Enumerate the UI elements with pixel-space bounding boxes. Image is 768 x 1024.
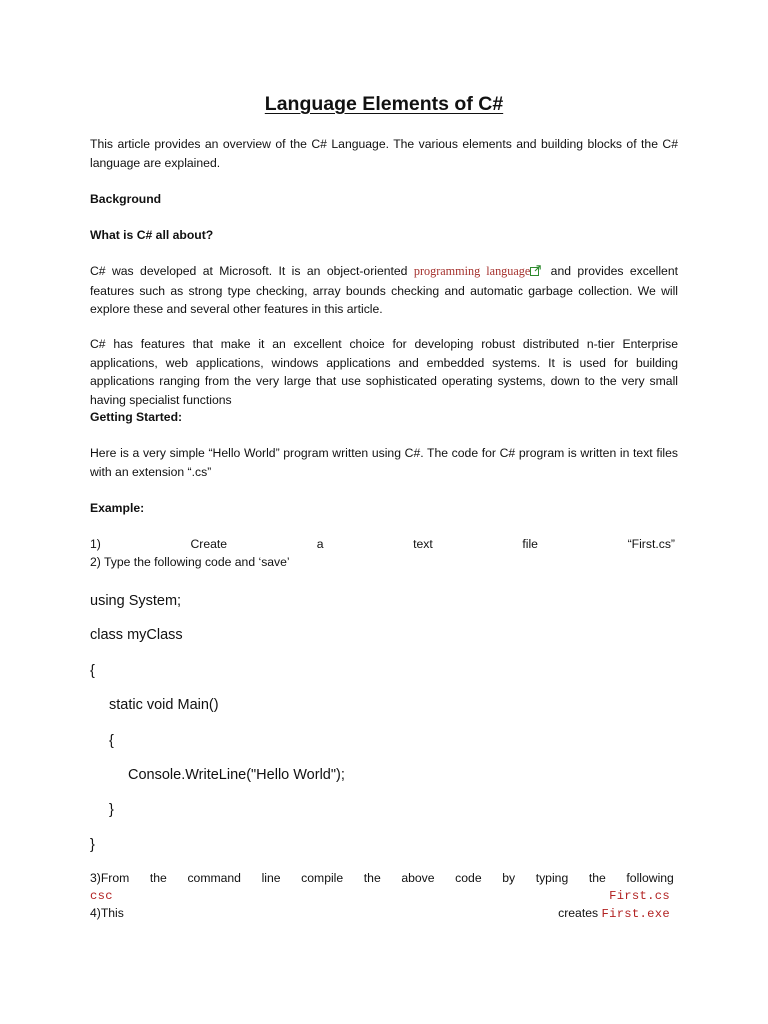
step-4-line xyxy=(90,904,670,923)
step-3-word: 3)From xyxy=(90,871,130,885)
code-line: } xyxy=(90,837,95,853)
step-1-word: “First.cs” xyxy=(627,537,675,551)
step-4-creates-text: creates xyxy=(558,906,599,920)
source-filename: First.cs xyxy=(609,889,670,903)
step-3-word: line xyxy=(261,871,281,885)
code-line: } xyxy=(109,802,114,818)
heading-example: Example: xyxy=(90,501,145,515)
step-3-word: following xyxy=(626,871,674,885)
paragraph-about-text-start: C# was developed at Microsoft. It is an object-oriented xyxy=(90,264,414,278)
step-4-result xyxy=(558,904,670,923)
step-3-word: the xyxy=(588,871,606,885)
document-title: Language Elements of C# xyxy=(264,93,504,115)
heading-what-is-csharp: What is C# all about? xyxy=(90,228,214,242)
paragraph-features: C# has features that make it an excellent choice for developing robust distributed n-tier Enterprise applications, web applications, windows applications and embedded systems. It is used for building applications ranging from the very large that use sophisticated operating systems, down to the very small having specialist functions xyxy=(90,337,678,407)
paragraph-about-text-end: and provides excellent features such as strong type checking, array bounds checking and automatic garbage collection. We will explore these and several other features in this article. xyxy=(90,264,678,316)
step-1-word: file xyxy=(522,537,538,551)
step-3-word: the xyxy=(363,871,381,885)
external-link-icon[interactable] xyxy=(530,263,541,282)
step-3-word: command xyxy=(187,871,241,885)
step-3-line xyxy=(90,869,674,887)
code-line: Console.WriteLine("Hello World"); xyxy=(128,767,345,783)
output-filename: First.exe xyxy=(601,907,670,921)
heading-getting-started: Getting Started: xyxy=(90,410,183,424)
step-3-word: code xyxy=(455,871,482,885)
step-3-word: by xyxy=(502,871,516,885)
step-1-line xyxy=(90,535,675,553)
code-line: static void Main() xyxy=(109,697,219,713)
step-1-word: text xyxy=(413,537,433,551)
code-line: { xyxy=(109,733,114,749)
code-line: class myClass xyxy=(90,627,183,643)
code-line: using System; xyxy=(90,593,182,609)
code-line: { xyxy=(90,663,95,679)
compile-command: csc xyxy=(90,889,113,903)
paragraph-about-csharp xyxy=(90,262,678,319)
step-2-line: 2) Type the following code and ‘save’ xyxy=(90,555,290,569)
step-1-word: Create xyxy=(190,537,228,551)
programming-language-link[interactable]: programming language xyxy=(413,264,531,278)
step-3-word: above xyxy=(401,871,435,885)
step-3-command-line xyxy=(90,887,670,905)
heading-background: Background xyxy=(90,192,162,206)
step-3-word: typing xyxy=(535,871,569,885)
step-4-label: 4)This xyxy=(90,906,124,920)
step-3-word: the xyxy=(149,871,167,885)
step-3-word: compile xyxy=(301,871,344,885)
paragraph-hello-world: Here is a very simple “Hello World” program written using C#. The code for C# program is written in text files with an extension “.cs” xyxy=(90,446,678,479)
intro-paragraph: This article provides an overview of the C# Language. The various elements and building blocks of the C# language are explained. xyxy=(90,137,678,170)
step-1-word: 1) xyxy=(90,537,101,551)
step-1-word: a xyxy=(316,537,324,551)
